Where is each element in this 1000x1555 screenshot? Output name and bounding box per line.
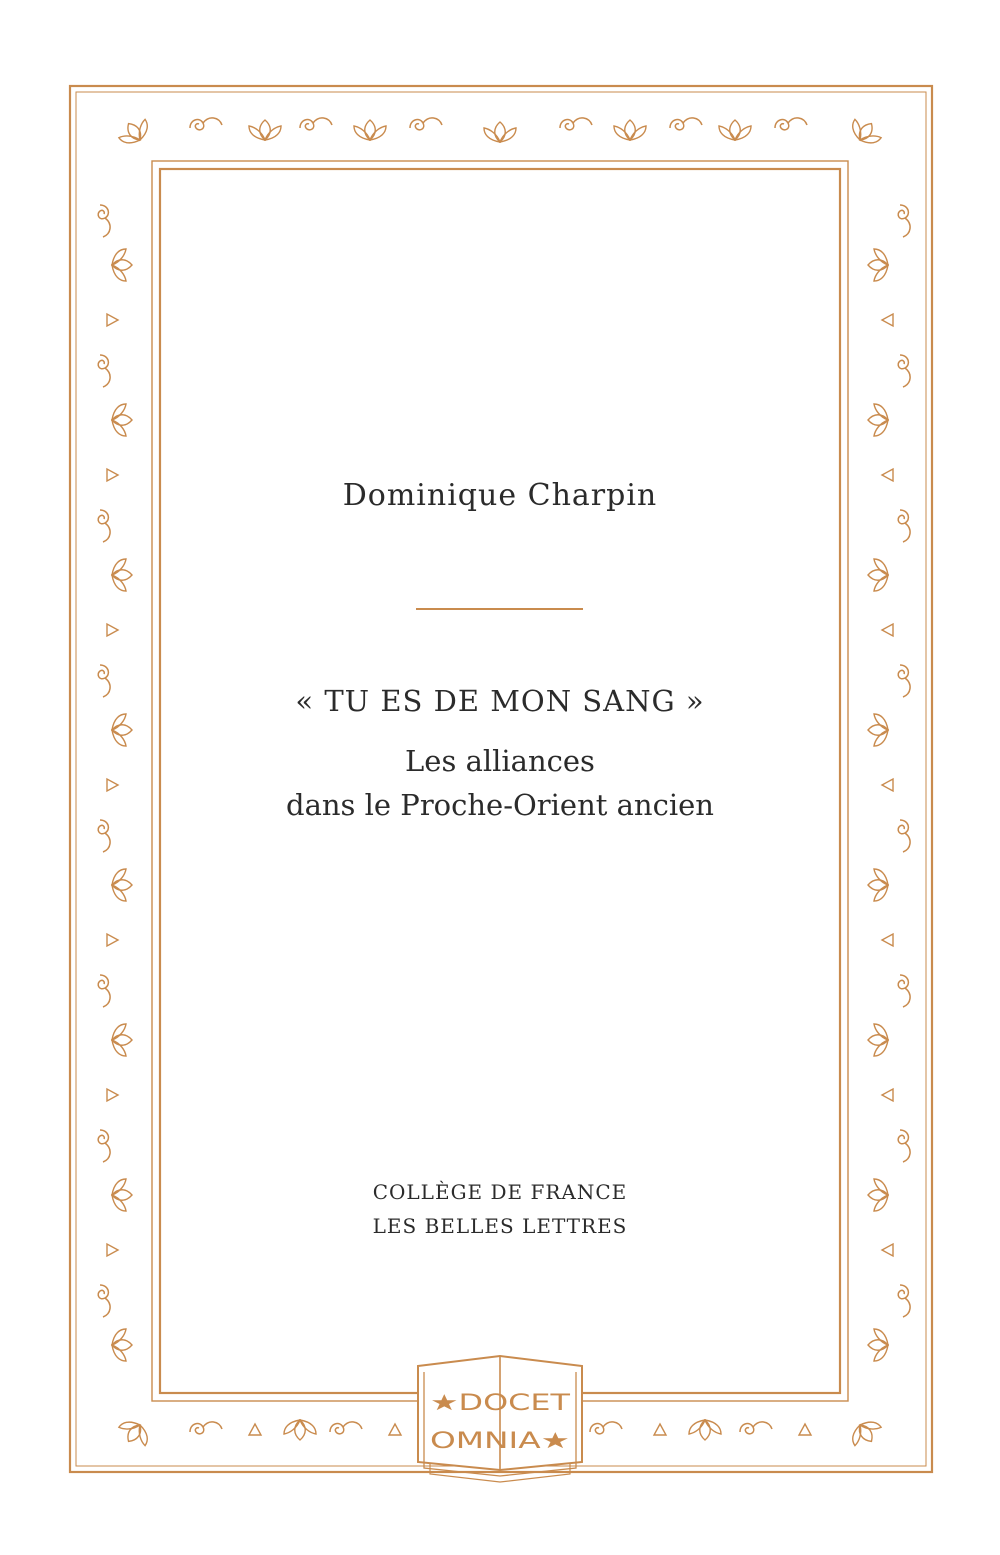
left-ornament-band: [98, 205, 132, 1361]
emblem-text-2: OMNIA★: [430, 1429, 570, 1454]
subtitle-line-2: dans le Proche-Orient ancien: [286, 788, 714, 822]
book-title: « TU ES DE MON SANG »: [295, 684, 705, 718]
author-name: Dominique Charpin: [342, 478, 658, 513]
book-emblem: [418, 1356, 582, 1482]
right-ornament-band: [868, 205, 910, 1361]
publisher-line-1: COLLÈGE DE FRANCE: [372, 1180, 628, 1204]
subtitle-line-1: Les alliances: [405, 744, 595, 778]
emblem-text: ★DOCET: [430, 1391, 571, 1416]
top-ornament-band: [115, 114, 884, 149]
divider-rule: [416, 608, 583, 610]
publisher-line-2: LES BELLES LETTRES: [372, 1214, 628, 1238]
frame-border-lines: [70, 86, 932, 1472]
